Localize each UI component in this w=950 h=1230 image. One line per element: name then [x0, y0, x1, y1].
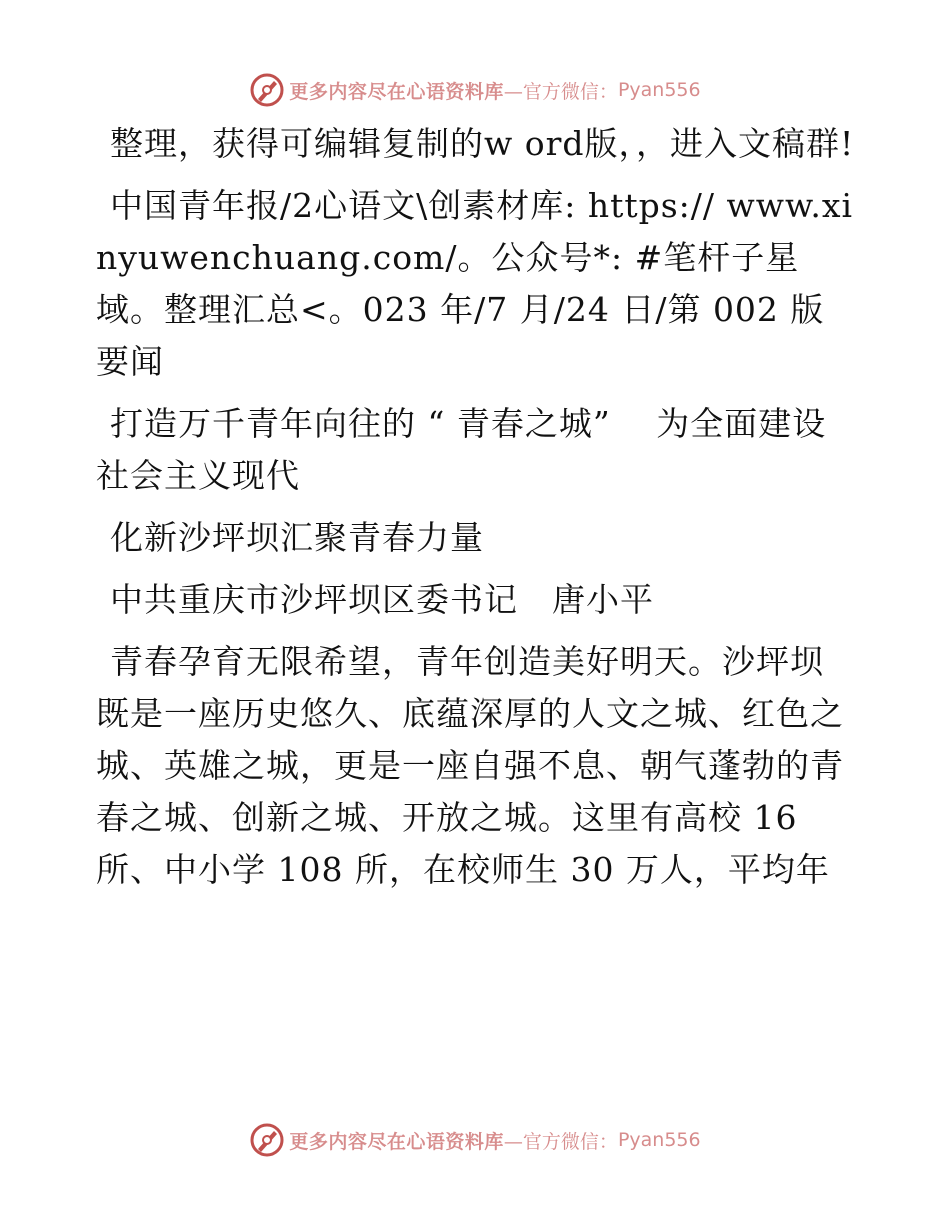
footer-banner [0, 1118, 950, 1162]
article-author: 中共重庆市沙坪坝区委书记 唐小平 [110, 580, 654, 619]
paragraph-body: 青春孕育无限希望，青年创造美好明天。沙坪坝既是一座历史悠久、底蕴深厚的人文之城、红色之城、英雄之城，更是一座自强不息、朝气蓬勃的青春之城、创新之城、开放之城。这里有高校 16 所、中小学 108 所，在校师生 30 万人，平均年 [96, 642, 844, 889]
paragraph-source: 中国青年报/2心语文\创素材库: https:// www.xinyuwenchuang.com/。公众号*: #笔杆子星域。整理汇总<。023 年/7 月/24 日/第 002 版要闻 [96, 186, 853, 381]
document-body [96, 118, 856, 906]
wechat-id: Pyan556 [617, 1129, 701, 1151]
logo-icon [249, 72, 285, 108]
article-title-line-1: 打造万千青年向往的 “ 青春之城” 为全面建设社会主义现代 [96, 404, 827, 495]
logo-icon [249, 1122, 285, 1158]
article-title-line-2: 化新沙坪坝汇聚青春力量 [110, 518, 484, 557]
banner-text: 更多内容尽在心语资料库 [289, 1130, 504, 1153]
header-banner [0, 68, 950, 112]
banner-separator: —官方微信： [503, 1130, 618, 1153]
banner-separator: —官方微信： [503, 80, 618, 103]
paragraph-intro: 整理，获得可编辑复制的w ord版，，进入文稿群! [110, 124, 855, 163]
banner-text: 更多内容尽在心语资料库 [289, 80, 504, 103]
wechat-id: Pyan556 [617, 79, 701, 101]
